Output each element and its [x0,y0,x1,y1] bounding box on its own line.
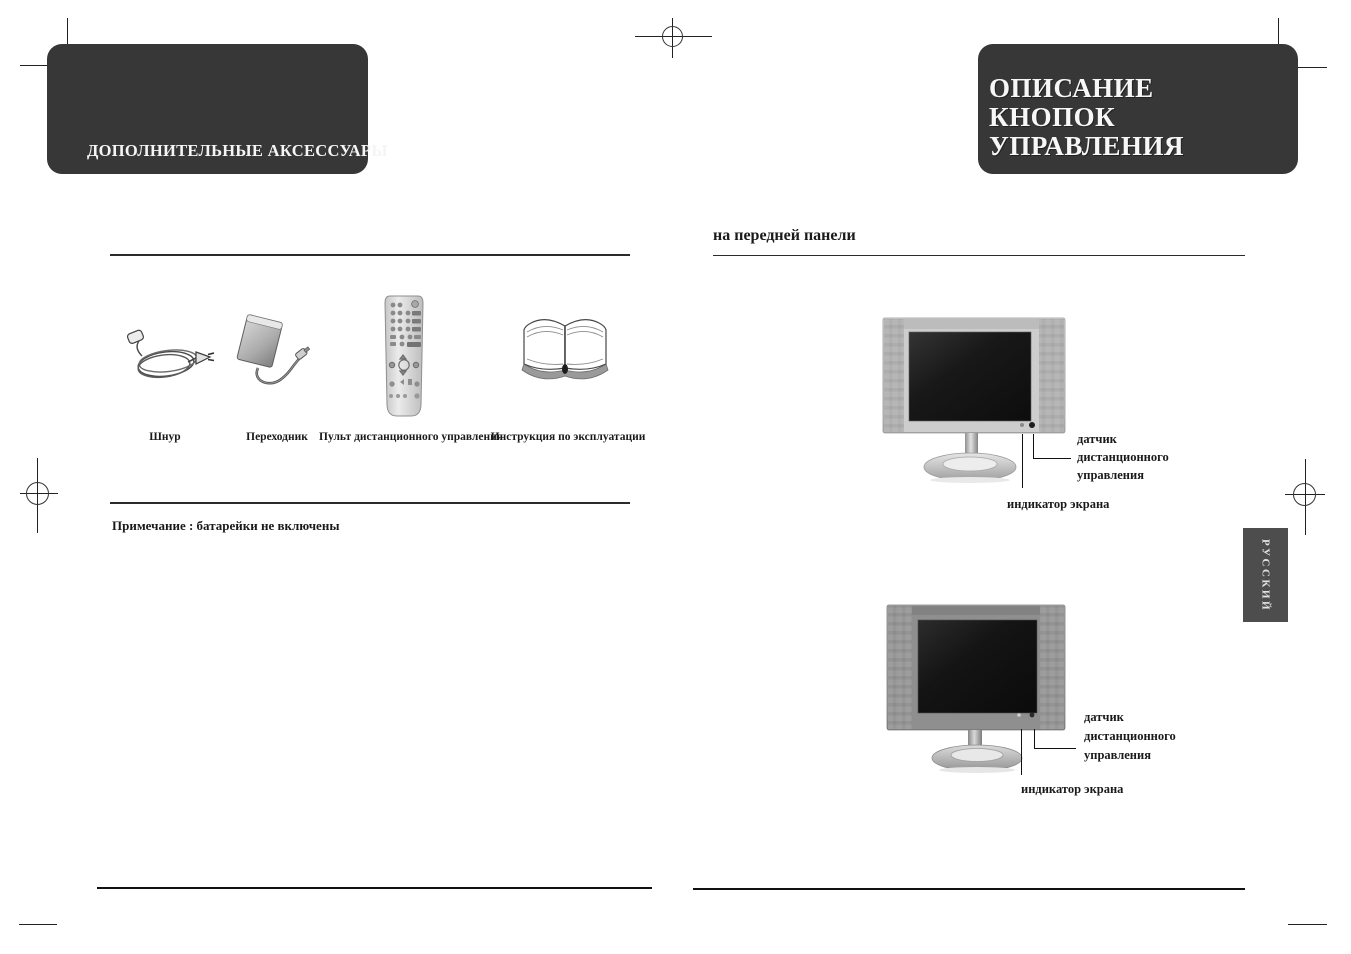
accessory-label-remote: Пульт дистанционного управления [319,431,503,443]
right-page-title-line2: КНОПОК [989,102,1116,132]
accessory-label-adapter: Переходник [246,431,308,443]
language-side-tab [1243,528,1288,622]
manual-book-icon [518,314,612,386]
sensor-label-2 [1084,708,1176,765]
right-page-title-line3: УПРАВЛЕНИЯ [989,131,1184,161]
left-page-footer-line [97,887,652,889]
sensor-label-1-line3: управления [1077,468,1144,482]
callout-line-sensor-2 [1034,729,1035,749]
ac-adapter-icon [234,312,316,392]
sensor-label-2-line2: дистанционного [1084,729,1176,743]
accessory-label-manual: Инструкция по эксплуатации [490,431,646,443]
indicator-label-1: индикатор экрана [1007,497,1110,511]
sensor-label-1 [1077,430,1169,484]
right-page-title [989,74,1184,161]
sensor-label-1-line1: датчик [1077,432,1117,446]
callout-line-sensor-1 [1033,434,1034,458]
indicator-label-2: индикатор экрана [1021,782,1124,796]
callout-line-sensor-1 [1033,458,1071,459]
callout-line-sensor-2 [1034,748,1076,749]
batteries-note: Примечание : батарейки не включены [112,518,340,533]
right-page-footer-line [693,888,1245,890]
divider-line [110,502,630,504]
callout-line-indicator-1 [1022,434,1023,488]
accessory-label-cord: Шнур [149,431,181,443]
left-page-header-box [47,44,388,174]
right-page-title-line1: ОПИСАНИЕ [989,73,1154,103]
left-page-title: ДОПОЛНИТЕЛЬНЫЕ АКСЕССУАРЫ [87,141,388,160]
tv-model-1-illustration [878,314,1068,486]
sensor-label-2-line3: управления [1084,748,1151,762]
callout-line-indicator-2 [1021,729,1022,775]
divider-line [110,254,630,256]
remote-control-icon [382,293,426,419]
section-divider-line [713,255,1245,256]
front-panel-section-title: на передней панели [713,227,856,244]
sensor-label-2-line1: датчик [1084,710,1124,724]
language-side-tab-label: РУССКИЙ [1259,538,1272,612]
sensor-label-1-line2: дистанционного [1077,450,1169,464]
right-page-header-box [978,44,1298,174]
tv-model-2-illustration [882,602,1072,777]
power-cord-icon [122,328,214,386]
